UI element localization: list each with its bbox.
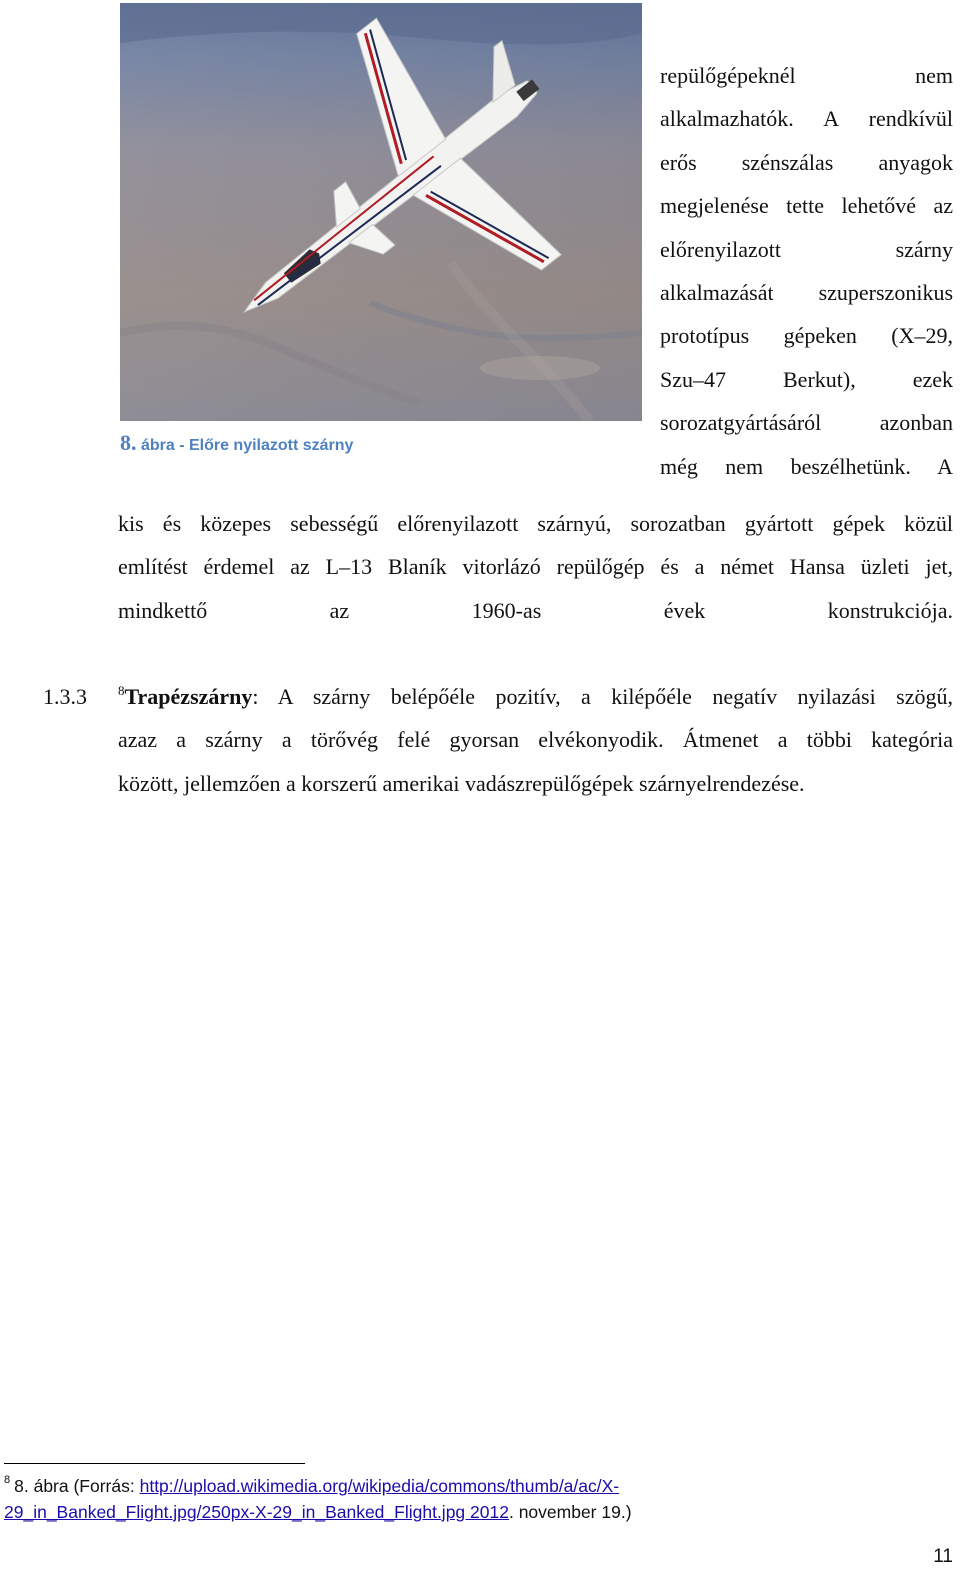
text-line: megjelenése tette lehetővé az [660,193,953,219]
footnote [4,1473,764,1525]
text-line: repülőgépeknél nem [660,63,953,88]
section-text: : A szárny belépőéle pozitív, a kilépőéle negatív nyilazási szögű, [252,684,953,709]
section-body [118,675,953,805]
text-line: még nem beszélhetünk. A [660,453,953,479]
text-line: előrenyilazott szárny [660,236,953,262]
caption-number: 8. [120,430,137,455]
footnote-link[interactable]: http://upload.wikimedia.org/wikipedia/commons/thumb/a/ac/X-29_in_Banked_Flight.jpg/250px-X-29_in_Banked_Flight.jpg 2012 [4,1476,620,1522]
footnote-suffix: . november 19.) [508,1502,632,1522]
footnote-reference[interactable]: 8 [118,683,125,698]
section-term: Trapézszárny [124,684,253,709]
caption-text: ábra - Előre nyilazott szárny [136,437,354,454]
page-number: 11 [933,1546,953,1567]
figure-image [120,3,642,421]
text-line: között, jellemzően a korszerű amerikai vadászrepülőgépek szárnyelrendezése. [118,770,805,796]
footnote-marker: 8 [4,1474,11,1486]
text-line: kis és közepes sebességű előrenyilazott szárnyú, sorozatban gyártott gépek közül [118,511,953,536]
figure-caption [120,430,353,456]
section-number: 1.3.3 [43,684,87,709]
text-line: alkalmazását szuperszonikus [660,279,953,305]
text-line: azaz a szárny a törővég felé gyorsan elvékonyodik. Átmenet a többi kategória [118,727,953,753]
wrapped-paragraph [660,54,953,488]
x-29-aircraft-photo [120,3,642,421]
text-line: prototípus gépeken (X–29, [660,323,953,349]
text-line [118,675,953,718]
text-line: sorozatgyártásáról azonban [660,410,953,436]
footnote-prefix: 8. ábra (Forrás: [14,1476,140,1496]
text-line: említést érdemel az L–13 Blaník vitorlázó repülőgép és a német Hansa üzleti jet, [118,554,953,580]
paragraph-continuation [118,502,953,632]
footnote-separator [4,1463,305,1464]
text-line: mindkettő az 1960-as évek konstrukciója. [118,597,953,623]
text-line: erős szénszálas anyagok [660,149,953,175]
text-line: Szu–47 Berkut), ezek [660,366,953,392]
text-line: alkalmazhatók. A rendkívül [660,106,953,132]
